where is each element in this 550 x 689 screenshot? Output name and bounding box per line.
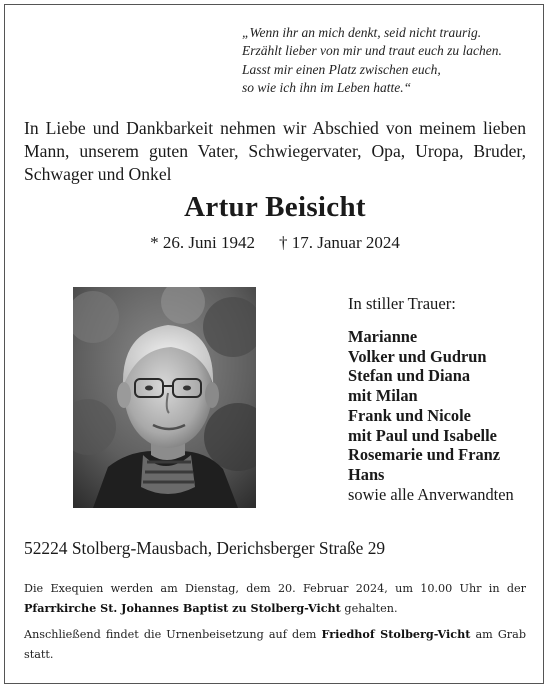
mourning-heading: In stiller Trauer: [348, 294, 456, 313]
mourner-name: mit Paul und Isabelle [348, 425, 497, 445]
mourner-name: Stefan und Diana [348, 366, 471, 386]
church-name: Pfarrkirche St. Johannes Baptist zu Stolberg-Vicht [24, 600, 341, 615]
mourner-name: Marianne [348, 327, 418, 346]
deceased-name: Artur Beisicht [184, 191, 366, 223]
intro-line: Mann, unserem guten Vater, Schwiegervater, Opa, Uropa, Bruder, [24, 141, 526, 161]
portrait-photo [73, 287, 256, 508]
mourner-name: mit Milan [348, 386, 418, 406]
service-line: Die Exequien werden am Dienstag, dem 20. Februar 2024, um 10.00 Uhr in der [24, 582, 526, 595]
burial-suffix: am Grab [470, 628, 526, 641]
mourner-name: Frank und Nicole [348, 405, 471, 425]
mourner-list [348, 327, 538, 504]
poem-line: „Wenn ihr an mich denkt, seid nicht traurig. [242, 25, 482, 40]
mourner-closing: sowie alle Anverwandten [348, 484, 514, 504]
intro-line: In Liebe und Dankbarkeit nehmen wir Abschied von meinem lieben [24, 118, 526, 138]
family-address: 52224 Stolberg-Mausbach, Derichsberger Straße 29 [24, 538, 386, 558]
intro-line: Schwager und Onkel [24, 164, 172, 184]
birth-date: * 26. Juni 1942 [150, 233, 255, 252]
burial-line-2: statt. [24, 647, 54, 661]
mourner-name: Hans [348, 464, 385, 484]
service-suffix: gehalten. [340, 601, 398, 615]
portrait-image [73, 287, 256, 508]
death-date: † 17. Januar 2024 [278, 233, 400, 252]
life-dates [0, 233, 550, 253]
intro-text [24, 117, 526, 186]
burial-prefix: Anschließend findet die Urnenbeisetzung auf dem [24, 628, 322, 641]
poem-line: Erzählt lieber von mir und traut euch zu lachen. [242, 43, 502, 59]
cemetery-name: Friedhof Stolberg-Vicht [321, 627, 471, 641]
poem-line: so wie ich ihn im Leben hatte.“ [242, 80, 412, 96]
mourner-name: Volker und Gudrun [348, 346, 487, 366]
poem-quote [242, 24, 542, 98]
service-info [24, 579, 526, 618]
poem-line: Lasst mir einen Platz zwischen euch, [242, 61, 441, 77]
mourner-name: Rosemarie und Franz [348, 445, 501, 465]
burial-info [24, 625, 526, 664]
